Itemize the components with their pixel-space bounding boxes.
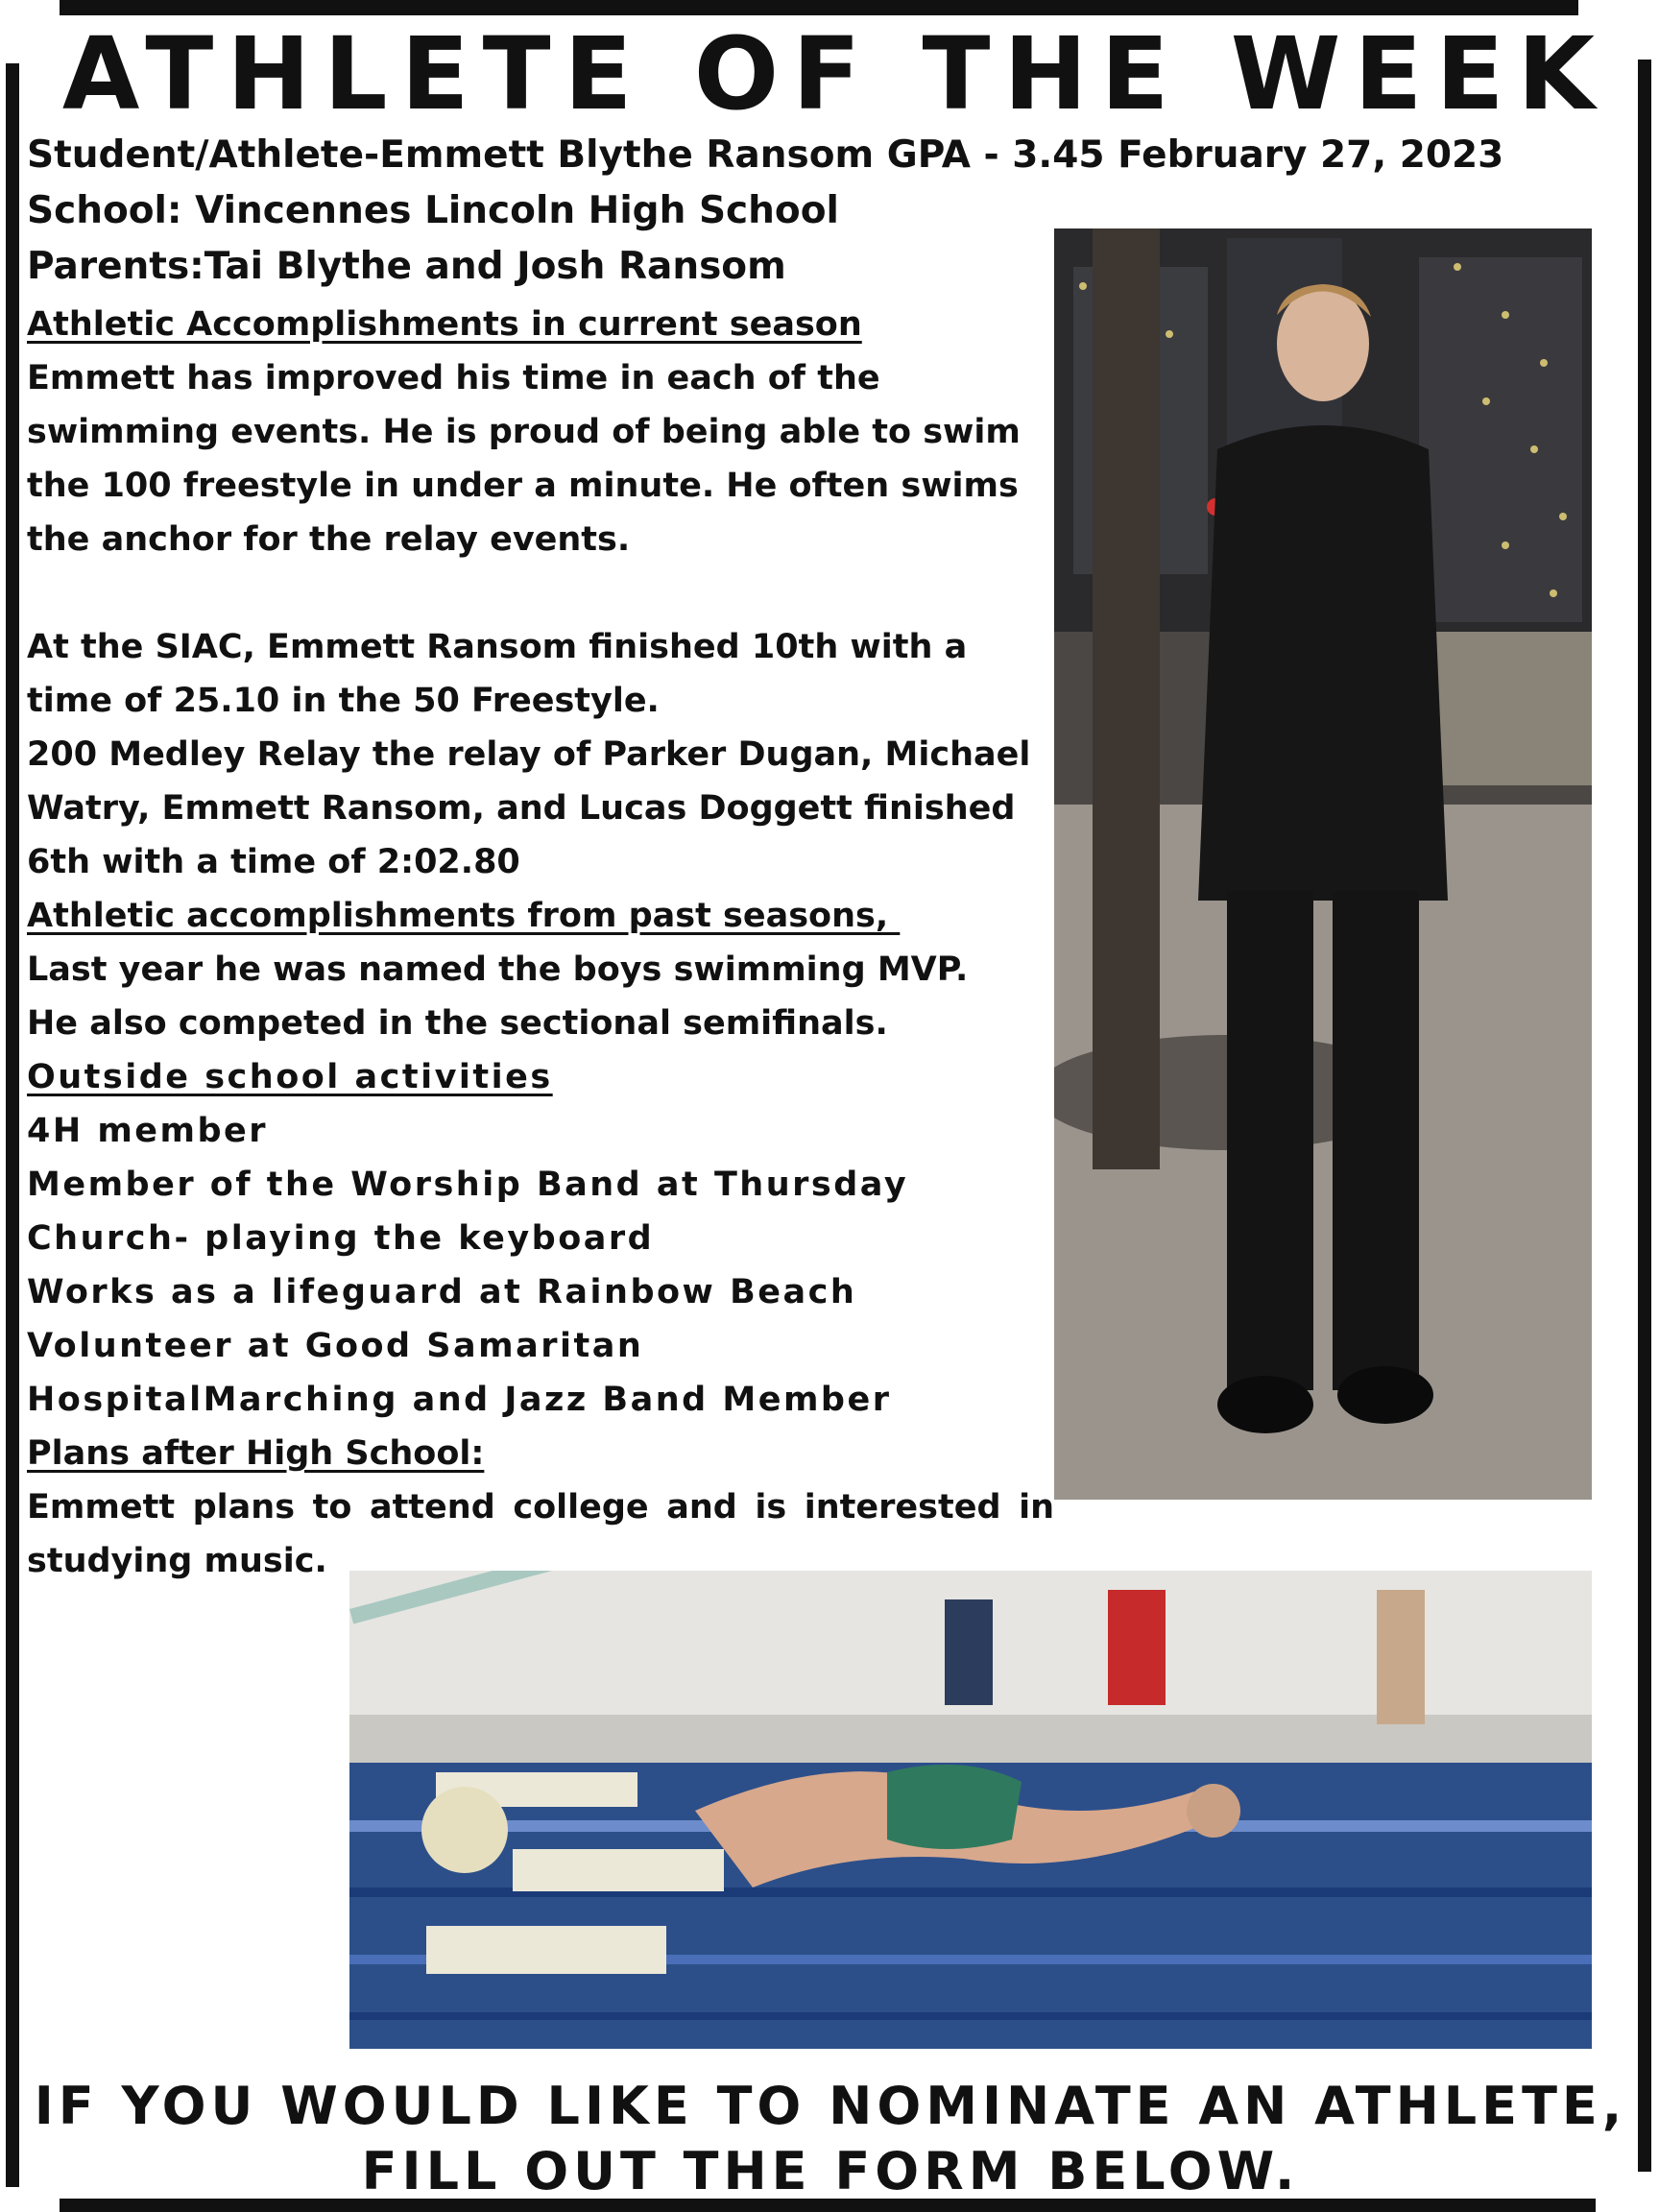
left-border-bar	[6, 63, 19, 2187]
swimmer-dive-photo	[349, 1571, 1592, 2049]
result-line: Watry, Emmett Ransom, and Lucas Doggett finished	[27, 789, 1016, 828]
plans-heading: Plans after High School:	[27, 1434, 485, 1473]
body-line: the 100 freestyle in under a minute. He often swims	[27, 467, 1019, 505]
nomination-line-2: FILL OUT THE FORM BELOW.	[361, 2141, 1300, 2201]
right-border-bar	[1638, 60, 1651, 2172]
student-info-line: Student/Athlete-Emmett Blythe Ransom GPA - 3.45 February 27, 2023	[27, 133, 1504, 177]
result-line: 200 Medley Relay the relay of Parker Dugan, Michael	[27, 735, 1031, 774]
parents-line: Parents:Tai Blythe and Josh Ransom	[27, 245, 786, 288]
activity-line: 4H member	[27, 1112, 269, 1150]
past-line: Last year he was named the boys swimming MVP.	[27, 950, 969, 989]
plans-line: studying music.	[27, 1542, 327, 1580]
activity-line: Member of the Worship Band at Thursday	[27, 1166, 909, 1204]
body-line: swimming events. He is proud of being able to swim	[27, 413, 1021, 451]
paragraph-spacer	[27, 566, 1054, 620]
body-line: Emmett has improved his time in each of the	[27, 359, 880, 397]
body-line: the anchor for the relay events.	[27, 520, 631, 559]
result-line: At the SIAC, Emmett Ransom finished 10th with a	[27, 628, 968, 666]
activity-line: Volunteer at Good Samaritan	[27, 1327, 644, 1365]
school-line: School: Vincennes Lincoln High School	[27, 189, 839, 232]
nomination-line-1: IF YOU WOULD LIKE TO NOMINATE AN ATHLETE,	[34, 2076, 1627, 2136]
activity-line: HospitalMarching and Jazz Band Member	[27, 1381, 892, 1419]
activity-line: Church- playing the keyboard	[27, 1219, 655, 1258]
current-season-heading: Athletic Accomplishments in current season	[27, 305, 862, 344]
athlete-portrait-photo	[1054, 228, 1592, 1500]
past-line: He also competed in the sectional semifinals.	[27, 1004, 888, 1043]
nomination-callout	[19, 2074, 1642, 2204]
result-line: time of 25.10 in the 50 Freestyle.	[27, 682, 660, 720]
past-seasons-heading: Athletic accomplishments from past seasons,	[27, 897, 901, 935]
activity-line: Works as a lifeguard at Rainbow Beach	[27, 1273, 857, 1311]
outside-activities-heading: Outside school activities	[27, 1058, 553, 1096]
plans-line: Emmett plans to attend college and is interested in	[27, 1488, 1054, 1527]
article-body	[27, 298, 1054, 1588]
result-line: 6th with a time of 2:02.80	[27, 843, 520, 881]
page-title: ATHLETE OF THE WEEK	[61, 15, 1609, 132]
